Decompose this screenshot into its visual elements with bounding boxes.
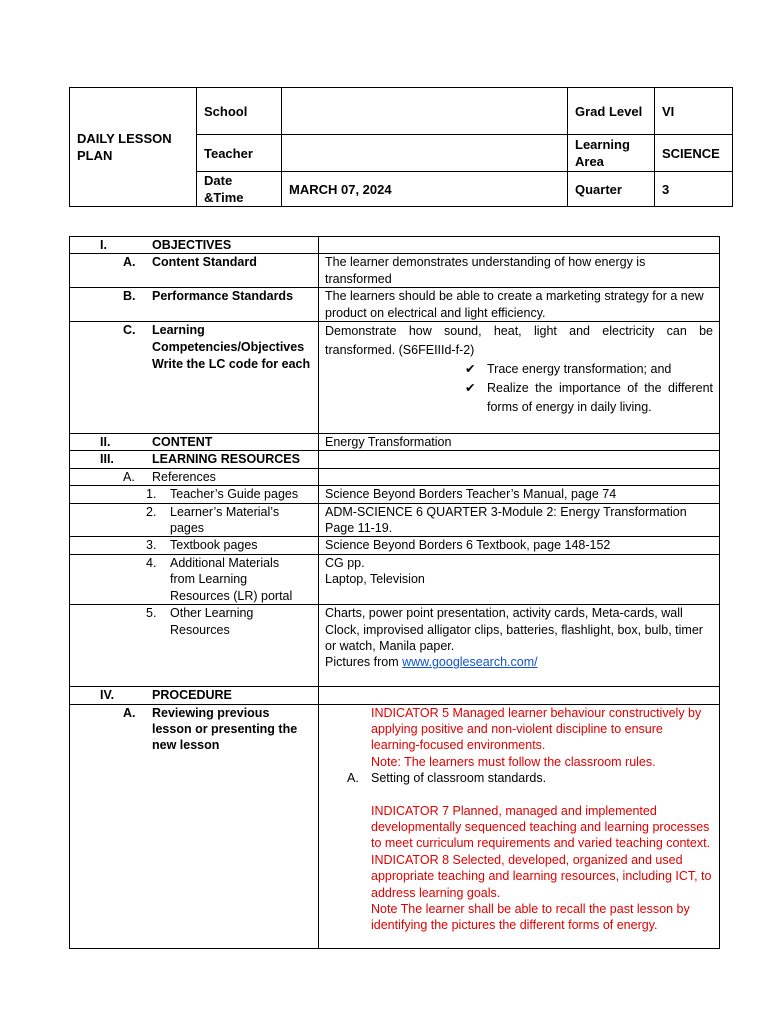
- procedure-label: PROCEDURE: [152, 688, 232, 703]
- teacher-label: Teacher: [204, 145, 253, 161]
- resource-item-label: Additional Materials from Learning Resources (LR) portal: [170, 555, 293, 603]
- resource-item-row: [70, 486, 720, 503]
- procedure-num: IV.: [100, 688, 115, 703]
- content-standard-label-cell: [70, 254, 319, 288]
- pictures-line: [325, 654, 713, 670]
- step-a-num: A.: [123, 705, 136, 720]
- teacher-label-cell: [197, 135, 282, 172]
- header-title: DAILY LESSON PLAN: [77, 131, 172, 163]
- area-value-cell: [655, 135, 733, 172]
- resource-item-row: [70, 537, 720, 554]
- step-a-value-cell: [319, 704, 720, 948]
- grade-value: VI: [662, 103, 675, 119]
- grade-value-cell: [655, 88, 733, 135]
- references-label-cell: [70, 468, 319, 485]
- resource-item-value: Science Beyond Borders Teacher’s Manual, page 74: [319, 486, 720, 503]
- resource-item-num: 3.: [146, 538, 157, 553]
- content-standard-num: A.: [123, 255, 136, 270]
- teacher-value-cell[interactable]: [282, 135, 568, 172]
- objectives-num: I.: [100, 238, 107, 252]
- header-title-cell: [70, 88, 197, 207]
- resource-item-value: ADM-SCIENCE 6 QUARTER 3-Module 2: Energy Transformation Page 11-19.: [319, 503, 720, 537]
- performance-standards-row: [70, 288, 720, 322]
- quarter-label-cell: [568, 172, 655, 207]
- competency-check-1-text: Trace energy transformation; and: [487, 362, 672, 377]
- resource-item-value-line2: Laptop, Television: [325, 572, 425, 587]
- competencies-value-cell: [319, 322, 720, 434]
- classroom-standards-item: [347, 770, 713, 786]
- content-standard-row: [70, 254, 720, 288]
- resources-value-cell: [319, 451, 720, 468]
- resource-item-label: Teacher’s Guide pages: [170, 487, 299, 502]
- classroom-standards-num: A.: [347, 771, 359, 786]
- procedure-row: [70, 687, 720, 704]
- objectives-row: [70, 237, 720, 254]
- resource-item-label: Learner’s Material’s pages: [170, 504, 280, 536]
- competencies-num: C.: [123, 323, 136, 338]
- competencies-label: Learning Competencies/Objectives Write the LC code for each: [152, 323, 311, 372]
- resources-row: [70, 451, 720, 468]
- datetime-value-cell: [282, 172, 568, 207]
- resource-item-row: [70, 554, 720, 604]
- content-heading-cell: [70, 434, 319, 451]
- content-standard-label: Content Standard: [152, 255, 257, 270]
- quarter-value-cell: [655, 172, 733, 207]
- datetime-label-cell: [197, 172, 282, 207]
- procedure-value-cell: [319, 687, 720, 704]
- note-5: Note: The learners must follow the classroom rules.: [371, 754, 656, 769]
- competencies-label-cell: [70, 322, 319, 434]
- competency-check-2-text: Realize the importance of the different forms of energy in daily living.: [487, 381, 713, 415]
- competency-check-1: [465, 360, 713, 379]
- google-search-link[interactable]: www.googlesearch.com/: [402, 655, 538, 670]
- resource-item-label: Textbook pages: [170, 538, 258, 553]
- area-label: Learning Area: [575, 137, 630, 169]
- resources-num: III.: [100, 452, 114, 467]
- content-value: Energy Transformation: [319, 434, 720, 451]
- check-icon: ✔: [465, 362, 476, 377]
- indicator-7: INDICATOR 7 Planned, managed and implemented developmentally sequenced teaching and learning processes to meet curriculum requirements and varied teaching context.: [371, 803, 711, 851]
- resource-item-value: Science Beyond Borders 6 Textbook, page 148-152: [319, 537, 720, 554]
- lesson-plan-header-table: [69, 87, 733, 207]
- competencies-value: Demonstrate how sound, heat, light and electricity can be transformed. (S6FEIIId-f-2): [325, 324, 713, 358]
- grade-label-cell: [568, 88, 655, 135]
- resource-item-label-cell: [70, 537, 319, 554]
- objectives-heading-cell: [70, 237, 319, 254]
- resource-item-num: 4.: [146, 555, 157, 570]
- school-value-cell[interactable]: [282, 88, 568, 135]
- quarter-label: Quarter: [575, 181, 622, 197]
- step-a-label-cell: [70, 704, 319, 948]
- area-value: SCIENCE: [662, 145, 720, 161]
- references-value-cell: [319, 468, 720, 485]
- other-resources-text: Charts, power point presentation, activity cards, Meta-cards, wall Clock, improvised alligator clips, batteries, flashlight, box, bulb, timer or watch, Manila paper.: [325, 606, 703, 653]
- procedure-step-a-row: [70, 704, 720, 948]
- competencies-row: [70, 322, 720, 434]
- resources-heading-cell: [70, 451, 319, 468]
- performance-standards-num: B.: [123, 289, 136, 304]
- classroom-standards-text: Setting of classroom standards.: [371, 771, 547, 786]
- references-row: [70, 468, 720, 485]
- spacer: [371, 787, 713, 803]
- indicator-5: INDICATOR 5 Managed learner behaviour constructively by applying positive and non-violent discipline to ensure learning-focused environments.: [371, 705, 702, 753]
- competency-check-2: [465, 379, 713, 417]
- resource-item-value-cell: [319, 554, 720, 604]
- school-label: School: [204, 103, 248, 119]
- school-label-cell: [197, 88, 282, 135]
- resource-item-label-cell: [70, 486, 319, 503]
- datetime-label: Date &Time: [204, 173, 244, 205]
- resource-item-row: [70, 605, 720, 687]
- content-row: [70, 434, 720, 451]
- resource-item-label-cell: [70, 554, 319, 604]
- resource-item-label-cell: [70, 503, 319, 537]
- references-num: A.: [123, 469, 135, 484]
- resource-item-row: [70, 503, 720, 537]
- note-8: Note The learner shall be able to recall the past lesson by identifying the pictures the different forms of energy.: [371, 901, 690, 933]
- performance-standards-label-cell: [70, 288, 319, 322]
- content-label: CONTENT: [152, 435, 213, 450]
- resource-item-label-cell: [70, 605, 319, 687]
- content-standard-value: The learner demonstrates understanding of how energy is transformed: [319, 254, 720, 288]
- check-icon: ✔: [465, 381, 476, 396]
- resource-item-num: 1.: [146, 487, 157, 502]
- quarter-value: 3: [662, 181, 670, 197]
- performance-standards-label: Performance Standards: [152, 289, 294, 304]
- pictures-prefix: Pictures from: [325, 655, 403, 670]
- procedure-heading-cell: [70, 687, 319, 704]
- datetime-value: MARCH 07, 2024: [289, 181, 392, 197]
- references-label: References: [152, 469, 216, 484]
- objectives-value-cell: [319, 237, 720, 254]
- performance-standards-value: The learners should be able to create a marketing strategy for a new product on electrical and light efficiency.: [319, 288, 720, 322]
- resource-item-num: 5.: [146, 606, 157, 621]
- step-a-label: Reviewing previous lesson or presenting the new lesson: [152, 705, 298, 753]
- resource-item-value-line1: CG pp.: [325, 555, 365, 570]
- indicator-8: INDICATOR 8 Selected, developed, organized and used appropriate teaching and learning resources, including ICT, to address learning goals.: [371, 852, 712, 900]
- resource-item-value-cell: [319, 605, 720, 687]
- resources-label: LEARNING RESOURCES: [152, 452, 300, 467]
- area-label-cell: [568, 135, 655, 172]
- resource-item-label: Other Learning Resources: [170, 606, 254, 637]
- resource-item-num: 2.: [146, 504, 157, 519]
- objectives-label: OBJECTIVES: [152, 238, 232, 252]
- lesson-plan-main-table: [69, 236, 720, 949]
- content-num: II.: [100, 435, 111, 450]
- grade-label: Grad Level: [575, 103, 643, 119]
